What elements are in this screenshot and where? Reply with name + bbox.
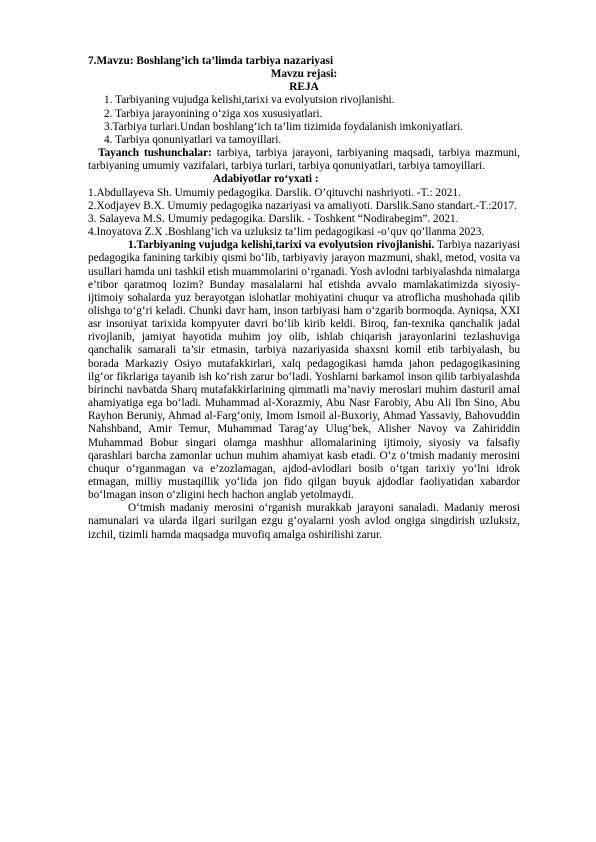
plan-item: 1. Tarbiyaning vujudga kelishi,tarixi va evolyutsion rivojlanishi. <box>104 94 395 107</box>
section1-heading: 1.Tarbiyaning vujudga kelishi,tarixi va evolyutsion rivojlanishi. <box>128 239 435 252</box>
plan-item: 2. Tarbiya jarayonining o‘ziga xos xususiyatlari. <box>104 107 323 120</box>
reja-heading: REJA <box>289 81 319 94</box>
topic-title: 7.Mavzu: Boshlang’ich ta’limda tarbiya nazariyasi <box>88 55 334 67</box>
plan-title: Mavzu rejasi: <box>270 68 338 81</box>
literature-item: 2.Xodjayev B.X. Umumiy pedagogika nazariyasi va amaliyoti. Darslik.Sano standart.-T.:2017. <box>88 199 517 212</box>
document-content <box>88 55 520 542</box>
literature-list <box>88 187 520 240</box>
literature-title: Adabiyotlar ro‘yxati : <box>213 173 319 186</box>
keywords-paragraph <box>88 147 520 173</box>
literature-item: 4.Inoyatova Z.X .Boshlang’ich va uzluksiz ta’lim pedagogikasi -o’quv qo’llanma 2023. <box>88 226 485 239</box>
plan-list <box>88 94 520 147</box>
keywords-text: tarbiya, tarbiya jarayoni, tarbiyaning maqsadi, tarbiya mazmuni, tarbiyaning umumiy vazifalari, tarbiya turlari, tarbiya qonuniyatlari, tarbiya tamoyillari. <box>88 147 520 173</box>
literature-item: 3. Salayeva M.S. Umumiy pedagogika. Darslik. - Toshkent “Nodirabegim”. 2021. <box>88 212 459 225</box>
plan-item: 4. Tarbiya qonuniyatlari va tamoyillari. <box>104 133 282 146</box>
plan-item: 3.Tarbiya turlari.Undan boshlang‘ich ta’lim tizimida foydalanish imkoniyatlari. <box>104 120 464 133</box>
literature-item: 1.Abdullayeva Sh. Umumiy pedagogika. Darslik. O’qituvchi nashriyoti. -T.: 2021. <box>88 186 461 199</box>
section1-paragraph-2: O‘tmish madaniy merosini o‘rganish murakkab jarayoni sanaladi. Madaniy merosi namunalari va ularda ilgari surilgan ezgu g‘oyalarni yosh avlod ongiga singdirish uzluksiz, izchil, tizimli hamda maqsadga muvofiq amalga oshirilishi zarur. <box>88 502 520 541</box>
section1-text: Tarbiya nazariyasi pedagogika fanining tarkibiy qismi bo‘lib, tarbiyaviy jarayon mazmuni, shakl, metod, vosita va usullari hamda uni tashkil etish muammolarini o‘rganadi. Yosh avlodni tarbiyalashda nimalarga e’tibor qaratmoq lozim? Bunday masalalarni hal etishda avvalo mamlakatimizda siyosiy-ijtimoiy sohalarda yuz berayotgan islohatlar mohiyatini chuqur va atroflicha mushohada qilib olishga to‘g‘ri keladi. Chunki davr ham, inson tarbiyasi ham o‘zgarib bormoqda. Ayniqsa, XXI asr insoniyat tarixida kompyuter davri bo‘lib kirib keldi. Biroq, fan-texnika qanchalik jadal rivojlanib, jamiyat hayotida muhim joy olib, ishlab chiqarish jarayonlarini tezlashuviga qanchalik samarali ta’sir etmasin, tarbiya nazariyasida shaxsni komil etib tarbiyalash, bu borada Markaziy Osiyo mutafakkirlari, xalq pedagogikasi hamda jahon pedagogikasining ilg‘or fikrlariga tayanib ish ko‘rish zarur bo‘ladi. Yoshlarni barkamol inson qilib tarbiyalashda birinchi navbatda Sharq mutafakkirlarining qimmatli ma’naviy meroslari muhim dasturil amal ahamiyatiga ega bo‘ladi. Muhammad al-Xorazmiy, Abu Nasr Farobiy, Abu Ali Ibn Sino, Abu Rayhon Beruniy, Ahmad al-Farg‘oniy, Imom Ismoil al-Buxoriy, Ahmad Yassaviy, Bahovuddin Nahshband, Amir Temur, Muhammad Tarag‘ay Ulug‘bek, Alisher Navoy va Zahiriddin Muhammad Bobur singari olamga mashhur allomalarining ijtimoiy, siyosiy va falsafiy qarashlari barcha zamonlar uchun muhim ahamiyat kasb etadi. O‘z o‘tmish madaniy merosini chuqur o‘rganmagan va e’zozlamagan, ajdod-avlodlari bosib o‘tgan tarixiy yo‘lni idrok etmagan, milliy mustaqillik yo‘lida jon fido qilgan buyuk ajdodlar faoliyatidan xabardor bo‘lmagan inson o‘zligini hech hachon anglab yetolmaydi. <box>88 239 520 502</box>
section1-paragraph <box>88 239 520 502</box>
keywords-label: Tayanch tushunchalar: <box>98 147 212 160</box>
